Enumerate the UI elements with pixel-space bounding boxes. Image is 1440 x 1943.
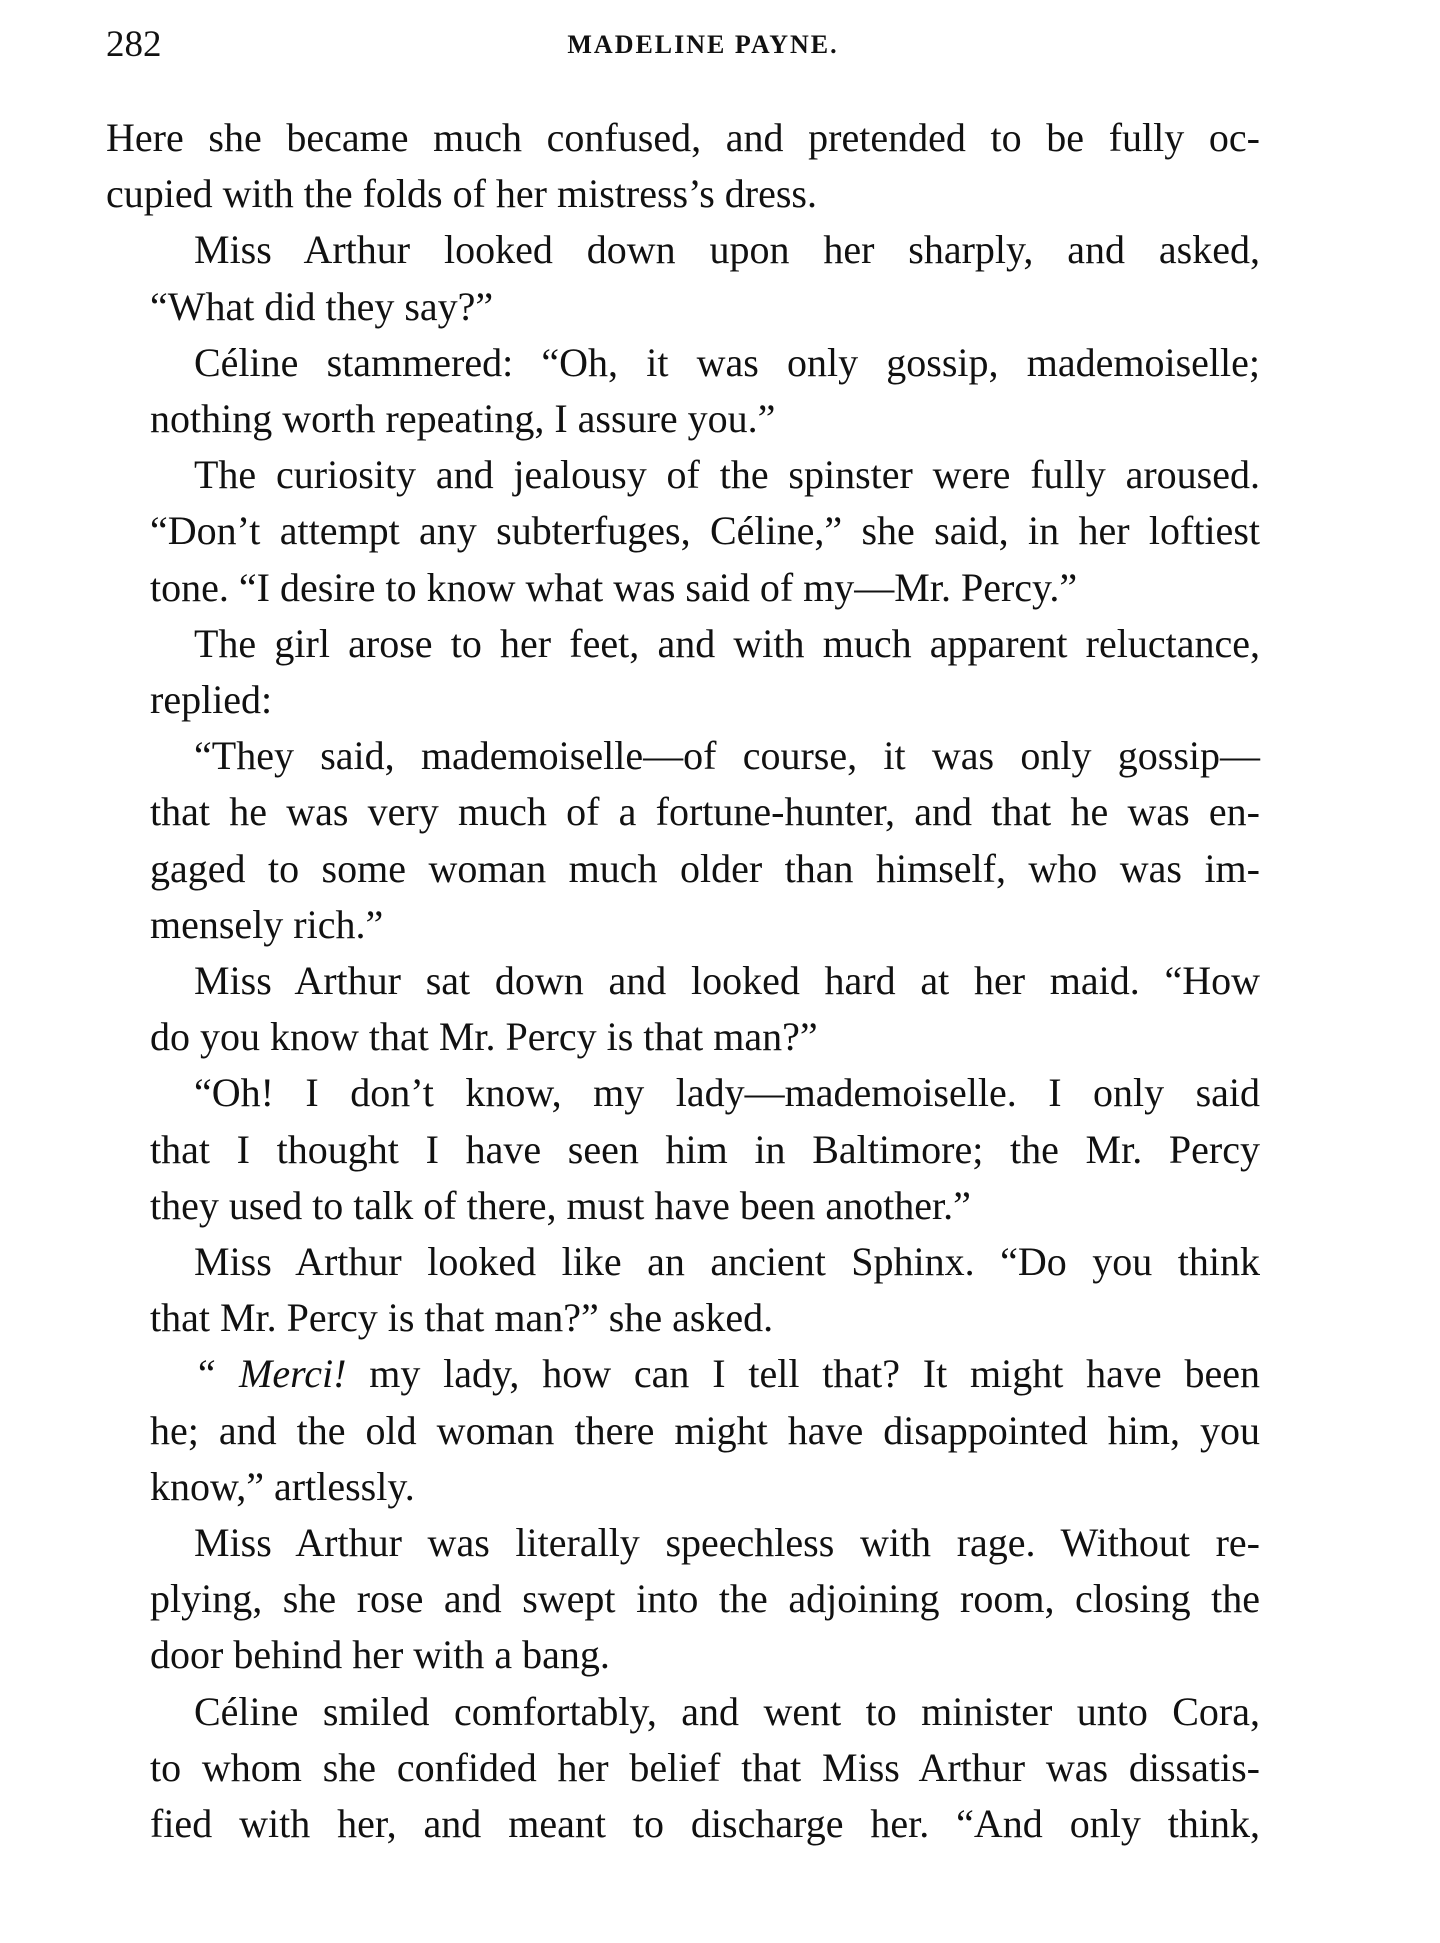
text-line: do you know that Mr. Percy is that man?” bbox=[150, 1014, 818, 1060]
body-text bbox=[106, 110, 1260, 1852]
text-line bbox=[106, 1346, 1260, 1402]
text-line: The curiosity and jealousy of the spinster were fully aroused. bbox=[194, 452, 1260, 498]
text-line: gaged to some woman much older than himself, who was im- bbox=[150, 845, 1260, 891]
paragraph bbox=[106, 335, 1260, 447]
paragraph bbox=[106, 110, 1260, 222]
running-head: MADELINE PAYNE. bbox=[567, 30, 839, 59]
text-fragment: my lady, how can I tell that? It might have been bbox=[369, 1351, 1261, 1397]
paragraph bbox=[106, 728, 1260, 953]
text-line: that he was very much of a fortune-hunter, and that he was en- bbox=[150, 789, 1260, 835]
text-line: Miss Arthur was literally speechless with rage. Without re- bbox=[194, 1520, 1260, 1566]
text-line: Miss Arthur sat down and looked hard at her maid. “How bbox=[194, 958, 1260, 1004]
text-line: “Oh! I don’t know, my lady—mademoiselle. I only said bbox=[194, 1070, 1260, 1116]
text-line: Céline smiled comfortably, and went to minister unto Cora, bbox=[194, 1688, 1260, 1734]
paragraph bbox=[106, 1684, 1260, 1853]
paragraph bbox=[106, 447, 1260, 616]
paragraph bbox=[106, 1234, 1260, 1346]
text-line: door behind her with a bang. bbox=[150, 1632, 610, 1678]
text-line: Here she became much confused, and pretended to be fully oc- bbox=[106, 115, 1260, 160]
paragraph bbox=[106, 222, 1260, 334]
text-line: cupied with the folds of her mistress’s dress. bbox=[106, 171, 817, 217]
paragraph bbox=[106, 1065, 1260, 1234]
text-line: plying, she rose and swept into the adjoining room, closing the bbox=[150, 1576, 1260, 1622]
text-line: that Mr. Percy is that man?” she asked. bbox=[150, 1295, 774, 1341]
text-line: know,” artlessly. bbox=[150, 1463, 415, 1509]
text-line: “They said, mademoiselle—of course, it was only gossip— bbox=[194, 733, 1260, 779]
text-line: nothing worth repeating, I assure you.” bbox=[150, 396, 776, 442]
text-line: Miss Arthur looked like an ancient Sphinx. “Do you think bbox=[194, 1239, 1260, 1285]
text-line: they used to talk of there, must have been another.” bbox=[150, 1182, 971, 1228]
italic-exclamation: “ Merci! bbox=[194, 1351, 347, 1397]
text-line: Miss Arthur looked down upon her sharply, and asked, bbox=[194, 227, 1260, 273]
text-line: “What did they say?” bbox=[150, 283, 494, 329]
book-page bbox=[106, 18, 1260, 1852]
page-header bbox=[106, 18, 1260, 72]
paragraph bbox=[106, 953, 1260, 1065]
text-line: The girl arose to her feet, and with much apparent reluctance, bbox=[194, 620, 1260, 666]
page-number: 282 bbox=[106, 24, 162, 65]
text-line: he; and the old woman there might have disappointed him, you bbox=[150, 1407, 1260, 1453]
text-line: mensely rich.” bbox=[150, 901, 384, 947]
text-line: fied with her, and meant to discharge her. “And only think, bbox=[150, 1801, 1260, 1847]
paragraph bbox=[106, 1515, 1260, 1684]
text-line: Céline stammered: “Oh, it was only gossip, mademoiselle; bbox=[194, 339, 1260, 385]
text-line: to whom she confided her belief that Miss Arthur was dissatis- bbox=[150, 1744, 1260, 1790]
text-line: tone. “I desire to know what was said of my—Mr. Percy.” bbox=[150, 564, 1078, 610]
text-line: that I thought I have seen him in Baltimore; the Mr. Percy bbox=[150, 1126, 1260, 1172]
text-line: replied: bbox=[150, 677, 273, 723]
paragraph bbox=[106, 616, 1260, 728]
paragraph bbox=[106, 1346, 1260, 1515]
text-line: “Don’t attempt any subterfuges, Céline,” she said, in her loftiest bbox=[150, 508, 1260, 554]
